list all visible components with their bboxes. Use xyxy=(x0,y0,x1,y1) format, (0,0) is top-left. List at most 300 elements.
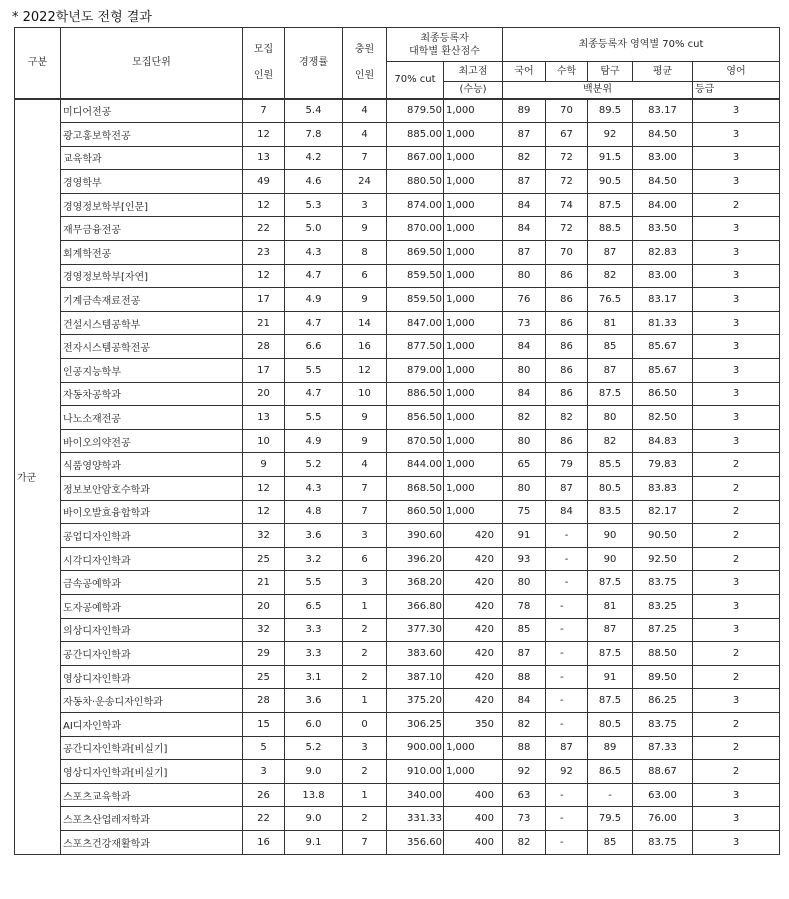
conv-score-cell: 387.10 xyxy=(387,665,444,689)
inquiry-cell: 85.5 xyxy=(588,453,633,477)
average-cell: 83.75 xyxy=(633,571,693,595)
english-cell: 3 xyxy=(693,311,780,335)
unit-cell: AI디자인학과 xyxy=(61,712,243,736)
quota-cell: 12 xyxy=(243,193,285,217)
competition-cell: 4.7 xyxy=(285,311,343,335)
max-score-cell: 1,000 xyxy=(444,170,503,194)
korean-cell: 87 xyxy=(503,170,546,194)
max-score-cell: 420 xyxy=(444,689,503,713)
table-row xyxy=(15,807,780,831)
average-cell: 86.50 xyxy=(633,382,693,406)
max-score-cell: 1,000 xyxy=(444,406,503,430)
header-max-score: 최고점 xyxy=(444,62,503,82)
extra-cell: 10 xyxy=(343,382,387,406)
quota-cell: 25 xyxy=(243,547,285,571)
max-score-cell: 1,000 xyxy=(444,288,503,312)
inquiry-cell: 91 xyxy=(588,665,633,689)
unit-cell: 경영학부 xyxy=(61,170,243,194)
average-cell: 87.25 xyxy=(633,618,693,642)
competition-cell: 4.7 xyxy=(285,382,343,406)
competition-cell: 9.0 xyxy=(285,760,343,784)
quota-cell: 13 xyxy=(243,146,285,170)
korean-cell: 80 xyxy=(503,477,546,501)
extra-cell: 3 xyxy=(343,193,387,217)
korean-cell: 89 xyxy=(503,99,546,123)
english-cell: 2 xyxy=(693,547,780,571)
conv-score-cell: 396.20 xyxy=(387,547,444,571)
conv-score-cell: 856.50 xyxy=(387,406,444,430)
competition-cell: 3.3 xyxy=(285,642,343,666)
math-cell: - xyxy=(546,712,588,736)
average-cell: 83.75 xyxy=(633,712,693,736)
korean-cell: 84 xyxy=(503,193,546,217)
table-row xyxy=(15,406,780,430)
math-cell: 86 xyxy=(546,335,588,359)
extra-cell: 4 xyxy=(343,99,387,123)
inquiry-cell: 79.5 xyxy=(588,807,633,831)
extra-cell: 7 xyxy=(343,146,387,170)
max-score-cell: 1,000 xyxy=(444,241,503,265)
max-score-cell: 1,000 xyxy=(444,99,503,123)
header-math: 수학 xyxy=(546,62,588,82)
conv-score-cell: 877.50 xyxy=(387,335,444,359)
quota-cell: 29 xyxy=(243,642,285,666)
conv-score-cell: 910.00 xyxy=(387,760,444,784)
english-cell: 3 xyxy=(693,241,780,265)
extra-cell: 9 xyxy=(343,288,387,312)
conv-score-cell: 900.00 xyxy=(387,736,444,760)
quota-cell: 21 xyxy=(243,571,285,595)
table-row xyxy=(15,288,780,312)
inquiry-cell: 90.5 xyxy=(588,170,633,194)
math-cell: 92 xyxy=(546,760,588,784)
quota-cell: 20 xyxy=(243,382,285,406)
conv-score-cell: 366.80 xyxy=(387,594,444,618)
conv-score-cell: 880.50 xyxy=(387,170,444,194)
unit-cell: 영상디자인학과 xyxy=(61,665,243,689)
korean-cell: 78 xyxy=(503,594,546,618)
conv-score-cell: 868.50 xyxy=(387,477,444,501)
table-row xyxy=(15,524,780,548)
inquiry-cell: 80.5 xyxy=(588,477,633,501)
competition-cell: 5.0 xyxy=(285,217,343,241)
average-cell: 88.67 xyxy=(633,760,693,784)
english-cell: 2 xyxy=(693,524,780,548)
extra-cell: 4 xyxy=(343,123,387,147)
unit-cell: 시각디자인학과 xyxy=(61,547,243,571)
korean-cell: 84 xyxy=(503,689,546,713)
max-score-cell: 420 xyxy=(444,642,503,666)
math-cell: 67 xyxy=(546,123,588,147)
unit-cell: 바이오발효융합학과 xyxy=(61,500,243,524)
extra-cell: 1 xyxy=(343,783,387,807)
conv-score-cell: 375.20 xyxy=(387,689,444,713)
header-area-title: 최종등록자 영역별 70% cut xyxy=(503,28,780,62)
competition-cell: 4.9 xyxy=(285,429,343,453)
competition-cell: 4.2 xyxy=(285,146,343,170)
header-grade: 등급 xyxy=(693,82,780,99)
math-cell: 72 xyxy=(546,170,588,194)
competition-cell: 4.6 xyxy=(285,170,343,194)
inquiry-cell: 89 xyxy=(588,736,633,760)
unit-cell: 회계학전공 xyxy=(61,241,243,265)
english-cell: 2 xyxy=(693,453,780,477)
table-row xyxy=(15,736,780,760)
unit-cell: 공간디자인학과 xyxy=(61,642,243,666)
korean-cell: 88 xyxy=(503,665,546,689)
math-cell: 84 xyxy=(546,500,588,524)
unit-cell: 경영정보학부[자연] xyxy=(61,264,243,288)
conv-score-cell: 377.30 xyxy=(387,618,444,642)
average-cell: 63.00 xyxy=(633,783,693,807)
korean-cell: 84 xyxy=(503,217,546,241)
competition-cell: 5.5 xyxy=(285,406,343,430)
quota-cell: 49 xyxy=(243,170,285,194)
table-row xyxy=(15,665,780,689)
quota-cell: 3 xyxy=(243,760,285,784)
table-row xyxy=(15,783,780,807)
average-cell: 90.50 xyxy=(633,524,693,548)
average-cell: 83.00 xyxy=(633,146,693,170)
english-cell: 3 xyxy=(693,146,780,170)
inquiry-cell: 82 xyxy=(588,264,633,288)
header-unit: 모집단위 xyxy=(61,28,243,99)
quota-cell: 28 xyxy=(243,335,285,359)
conv-score-cell: 859.50 xyxy=(387,288,444,312)
inquiry-cell: 85 xyxy=(588,335,633,359)
extra-cell: 1 xyxy=(343,594,387,618)
average-cell: 85.67 xyxy=(633,335,693,359)
header-inquiry: 탐구 xyxy=(588,62,633,82)
extra-cell: 16 xyxy=(343,335,387,359)
table-row xyxy=(15,760,780,784)
conv-score-cell: 869.50 xyxy=(387,241,444,265)
korean-cell: 84 xyxy=(503,382,546,406)
average-cell: 81.33 xyxy=(633,311,693,335)
table-row xyxy=(15,170,780,194)
korean-cell: 87 xyxy=(503,642,546,666)
max-score-cell: 1,000 xyxy=(444,382,503,406)
max-score-cell: 1,000 xyxy=(444,453,503,477)
unit-cell: 스포츠건강재활학과 xyxy=(61,830,243,854)
quota-cell: 12 xyxy=(243,500,285,524)
math-cell: 86 xyxy=(546,382,588,406)
conv-score-cell: 870.00 xyxy=(387,217,444,241)
table-row xyxy=(15,335,780,359)
math-cell: 70 xyxy=(546,99,588,123)
unit-cell: 건설시스템공학부 xyxy=(61,311,243,335)
table-row xyxy=(15,429,780,453)
competition-cell: 5.2 xyxy=(285,736,343,760)
extra-cell: 9 xyxy=(343,429,387,453)
table-row xyxy=(15,146,780,170)
english-cell: 2 xyxy=(693,736,780,760)
unit-cell: 자동차공학과 xyxy=(61,382,243,406)
unit-cell: 재무금융전공 xyxy=(61,217,243,241)
table-row xyxy=(15,712,780,736)
korean-cell: 82 xyxy=(503,712,546,736)
extra-cell: 14 xyxy=(343,311,387,335)
average-cell: 84.50 xyxy=(633,123,693,147)
inquiry-cell: 80 xyxy=(588,406,633,430)
max-score-cell: 350 xyxy=(444,712,503,736)
competition-cell: 4.3 xyxy=(285,241,343,265)
inquiry-cell: 88.5 xyxy=(588,217,633,241)
extra-cell: 3 xyxy=(343,571,387,595)
competition-cell: 5.5 xyxy=(285,571,343,595)
korean-cell: 85 xyxy=(503,618,546,642)
unit-cell: 자동차·운송디자인학과 xyxy=(61,689,243,713)
average-cell: 83.50 xyxy=(633,217,693,241)
inquiry-cell: 87.5 xyxy=(588,193,633,217)
conv-score-cell: 886.50 xyxy=(387,382,444,406)
average-cell: 87.33 xyxy=(633,736,693,760)
korean-cell: 93 xyxy=(503,547,546,571)
competition-cell: 4.9 xyxy=(285,288,343,312)
extra-cell: 6 xyxy=(343,264,387,288)
inquiry-cell: 83.5 xyxy=(588,500,633,524)
english-cell: 3 xyxy=(693,288,780,312)
competition-cell: 3.3 xyxy=(285,618,343,642)
math-cell: 86 xyxy=(546,359,588,383)
unit-cell: 바이오의약전공 xyxy=(61,429,243,453)
competition-cell: 6.5 xyxy=(285,594,343,618)
english-cell: 2 xyxy=(693,193,780,217)
unit-cell: 스포츠교육학과 xyxy=(61,783,243,807)
extra-cell: 8 xyxy=(343,241,387,265)
korean-cell: 80 xyxy=(503,571,546,595)
math-cell: - xyxy=(546,618,588,642)
math-cell: 74 xyxy=(546,193,588,217)
average-cell: 83.00 xyxy=(633,264,693,288)
math-cell: 86 xyxy=(546,311,588,335)
conv-score-cell: 383.60 xyxy=(387,642,444,666)
header-quota: 모집 인원 xyxy=(243,28,285,99)
average-cell: 83.25 xyxy=(633,594,693,618)
unit-cell: 정보보안암호수학과 xyxy=(61,477,243,501)
max-score-cell: 1,000 xyxy=(444,429,503,453)
korean-cell: 92 xyxy=(503,760,546,784)
korean-cell: 91 xyxy=(503,524,546,548)
inquiry-cell: 82 xyxy=(588,429,633,453)
math-cell: 86 xyxy=(546,264,588,288)
extra-cell: 0 xyxy=(343,712,387,736)
quota-cell: 20 xyxy=(243,594,285,618)
english-cell: 3 xyxy=(693,807,780,831)
korean-cell: 88 xyxy=(503,736,546,760)
math-cell: - xyxy=(546,807,588,831)
unit-cell: 나노소재전공 xyxy=(61,406,243,430)
extra-cell: 1 xyxy=(343,689,387,713)
conv-score-cell: 356.60 xyxy=(387,830,444,854)
english-cell: 3 xyxy=(693,382,780,406)
competition-cell: 3.6 xyxy=(285,524,343,548)
english-cell: 3 xyxy=(693,264,780,288)
unit-cell: 영상디자인학과[비실기] xyxy=(61,760,243,784)
unit-cell: 광고홍보학전공 xyxy=(61,123,243,147)
english-cell: 3 xyxy=(693,830,780,854)
conv-score-cell: 867.00 xyxy=(387,146,444,170)
math-cell: 79 xyxy=(546,453,588,477)
max-score-cell: 420 xyxy=(444,524,503,548)
math-cell: - xyxy=(546,594,588,618)
average-cell: 92.50 xyxy=(633,547,693,571)
extra-cell: 3 xyxy=(343,524,387,548)
math-cell: 86 xyxy=(546,288,588,312)
max-score-cell: 1,000 xyxy=(444,311,503,335)
english-cell: 3 xyxy=(693,783,780,807)
conv-score-cell: 860.50 xyxy=(387,500,444,524)
korean-cell: 73 xyxy=(503,311,546,335)
max-score-cell: 1,000 xyxy=(444,477,503,501)
english-cell: 3 xyxy=(693,99,780,123)
unit-cell: 미디어전공 xyxy=(61,99,243,123)
max-score-cell: 420 xyxy=(444,571,503,595)
inquiry-cell: 90 xyxy=(588,524,633,548)
max-score-cell: 420 xyxy=(444,594,503,618)
korean-cell: 84 xyxy=(503,335,546,359)
math-cell: - xyxy=(546,571,588,595)
extra-cell: 2 xyxy=(343,807,387,831)
conv-score-cell: 331.33 xyxy=(387,807,444,831)
english-cell: 3 xyxy=(693,170,780,194)
average-cell: 76.00 xyxy=(633,807,693,831)
max-score-cell: 1,000 xyxy=(444,217,503,241)
header-category: 구분 xyxy=(15,28,61,99)
inquiry-cell: 91.5 xyxy=(588,146,633,170)
competition-cell: 4.7 xyxy=(285,264,343,288)
conv-score-cell: 390.60 xyxy=(387,524,444,548)
max-score-cell: 1,000 xyxy=(444,193,503,217)
english-cell: 2 xyxy=(693,642,780,666)
competition-cell: 5.5 xyxy=(285,359,343,383)
unit-cell: 교육학과 xyxy=(61,146,243,170)
quota-cell: 21 xyxy=(243,311,285,335)
unit-cell: 의상디자인학과 xyxy=(61,618,243,642)
korean-cell: 82 xyxy=(503,146,546,170)
table-row xyxy=(15,311,780,335)
extra-cell: 7 xyxy=(343,477,387,501)
english-cell: 3 xyxy=(693,123,780,147)
quota-cell: 12 xyxy=(243,123,285,147)
math-cell: - xyxy=(546,547,588,571)
inquiry-cell: 85 xyxy=(588,830,633,854)
average-cell: 86.25 xyxy=(633,689,693,713)
average-cell: 84.00 xyxy=(633,193,693,217)
table-row xyxy=(15,264,780,288)
table-row xyxy=(15,123,780,147)
quota-cell: 26 xyxy=(243,783,285,807)
max-score-cell: 1,000 xyxy=(444,146,503,170)
inquiry-cell: 87.5 xyxy=(588,382,633,406)
competition-cell: 5.4 xyxy=(285,99,343,123)
conv-score-cell: 874.00 xyxy=(387,193,444,217)
average-cell: 84.83 xyxy=(633,429,693,453)
inquiry-cell: 87.5 xyxy=(588,689,633,713)
average-cell: 89.50 xyxy=(633,665,693,689)
competition-cell: 9.0 xyxy=(285,807,343,831)
english-cell: 2 xyxy=(693,712,780,736)
inquiry-cell: 76.5 xyxy=(588,288,633,312)
quota-cell: 22 xyxy=(243,807,285,831)
quota-cell: 9 xyxy=(243,453,285,477)
math-cell: - xyxy=(546,689,588,713)
max-score-cell: 1,000 xyxy=(444,264,503,288)
inquiry-cell: 87.5 xyxy=(588,642,633,666)
average-cell: 83.17 xyxy=(633,288,693,312)
table-row xyxy=(15,547,780,571)
english-cell: 2 xyxy=(693,500,780,524)
results-body xyxy=(15,99,780,855)
conv-score-cell: 885.00 xyxy=(387,123,444,147)
max-score-cell: 420 xyxy=(444,618,503,642)
competition-cell: 6.0 xyxy=(285,712,343,736)
extra-cell: 4 xyxy=(343,453,387,477)
competition-cell: 5.3 xyxy=(285,193,343,217)
unit-cell: 도자공예학과 xyxy=(61,594,243,618)
math-cell: 72 xyxy=(546,146,588,170)
competition-cell: 5.2 xyxy=(285,453,343,477)
table-row xyxy=(15,217,780,241)
quota-cell: 7 xyxy=(243,99,285,123)
max-score-cell: 1,000 xyxy=(444,500,503,524)
korean-cell: 80 xyxy=(503,264,546,288)
english-cell: 3 xyxy=(693,689,780,713)
korean-cell: 87 xyxy=(503,241,546,265)
competition-cell: 7.8 xyxy=(285,123,343,147)
math-cell: 72 xyxy=(546,217,588,241)
extra-cell: 12 xyxy=(343,359,387,383)
english-cell: 3 xyxy=(693,618,780,642)
conv-score-cell: 879.50 xyxy=(387,99,444,123)
math-cell: - xyxy=(546,830,588,854)
korean-cell: 75 xyxy=(503,500,546,524)
unit-cell: 스포츠산업레저학과 xyxy=(61,807,243,831)
header-conv-cut: 70% cut xyxy=(387,62,444,99)
average-cell: 83.75 xyxy=(633,830,693,854)
korean-cell: 80 xyxy=(503,359,546,383)
unit-cell: 전자시스템공학전공 xyxy=(61,335,243,359)
max-score-cell: 400 xyxy=(444,830,503,854)
max-score-cell: 400 xyxy=(444,807,503,831)
extra-cell: 24 xyxy=(343,170,387,194)
extra-cell: 3 xyxy=(343,736,387,760)
quota-cell: 17 xyxy=(243,359,285,383)
table-row xyxy=(15,689,780,713)
english-cell: 2 xyxy=(693,477,780,501)
inquiry-cell: 87 xyxy=(588,359,633,383)
math-cell: 86 xyxy=(546,429,588,453)
quota-cell: 32 xyxy=(243,524,285,548)
max-score-cell: 1,000 xyxy=(444,736,503,760)
extra-cell: 2 xyxy=(343,665,387,689)
average-cell: 82.50 xyxy=(633,406,693,430)
table-row xyxy=(15,830,780,854)
korean-cell: 65 xyxy=(503,453,546,477)
competition-cell: 3.6 xyxy=(285,689,343,713)
header-english: 영어 xyxy=(693,62,780,82)
unit-cell: 공간디자인학과[비실기] xyxy=(61,736,243,760)
max-score-cell: 1,000 xyxy=(444,335,503,359)
unit-cell: 식품영양학과 xyxy=(61,453,243,477)
unit-cell: 인공지능학부 xyxy=(61,359,243,383)
inquiry-cell: - xyxy=(588,783,633,807)
header-korean: 국어 xyxy=(503,62,546,82)
conv-score-cell: 340.00 xyxy=(387,783,444,807)
average-cell: 83.17 xyxy=(633,99,693,123)
table-row xyxy=(15,99,780,123)
competition-cell: 13.8 xyxy=(285,783,343,807)
